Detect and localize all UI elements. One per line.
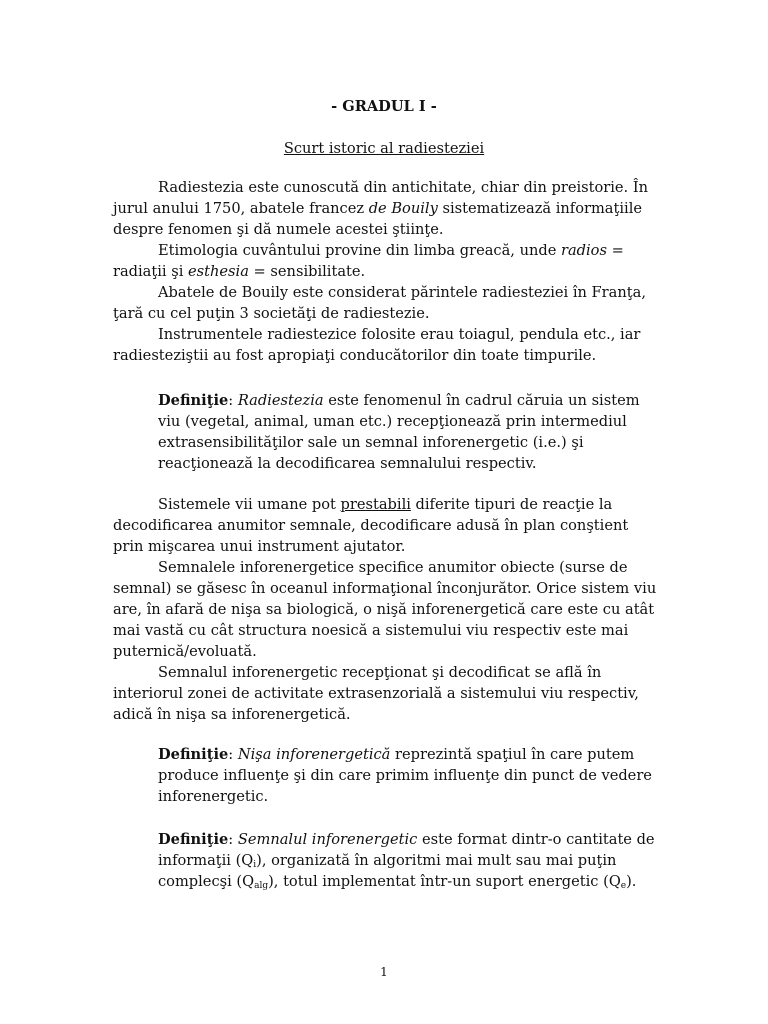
underlined-word: prestabili (340, 496, 411, 513)
text-line: Semnalele inforenergetice specifice anumitor obiecte (surse de (158, 559, 628, 576)
text-line: Definiţie: Nişa inforenergetică reprezintă spaţiul în care putem (158, 746, 635, 763)
text-line: Semnalul inforenergetic recepţionat şi decodificat se află în (158, 664, 602, 681)
text-line: ţară cu cel puţin 3 societăţi de radiestezie. (113, 305, 430, 322)
subscript: i (253, 860, 257, 870)
text-line: Etimologia cuvântului provine din limba greacă, unde radios = (158, 242, 624, 259)
text-line: Definiţie: Semnalul inforenergetic este format dintr-o cantitate de (158, 831, 655, 848)
text-line: are, în afară de nişa sa biologică, o nişă inforenergetică care este cu atât (113, 601, 655, 618)
emphasis: de Bouily (368, 200, 438, 217)
text-line: radiesteziştii au fost apropiaţi conducătorilor din toate timpurile. (113, 347, 597, 364)
definition-label: Definiţie (158, 746, 229, 763)
definition-nisa (158, 744, 658, 807)
definition-term: Radiestezia (237, 392, 324, 409)
text-line: despre fenomen şi dă numele acestei ştiinţe. (113, 221, 444, 238)
text-line: inforenergetic. (158, 788, 269, 805)
definition-semnal (158, 829, 658, 892)
text-line: Abatele de Bouily este considerat părintele radiesteziei în Franţa, (158, 284, 646, 301)
text-line: Definiţie: Radiestezia este fenomenul în cadrul căruia un sistem (158, 392, 640, 409)
text-line: interiorul zonei de activitate extrasenzorială a sistemului viu respectiv, (113, 685, 639, 702)
definition-term: Nişa inforenergetică (237, 746, 391, 763)
text-line: viu (vegetal, animal, uman etc.) recepţionează prin intermediul (158, 413, 627, 430)
chapter-heading: - GRADUL I - (331, 98, 437, 115)
text-line: adică în nişa sa inforenergetică. (113, 706, 351, 723)
text-line: semnal) se găsesc în oceanul informaţional înconjurător. Orice sistem viu (113, 580, 657, 597)
definition-radiestezie (158, 390, 658, 474)
definition-term: Semnalul inforenergetic (237, 831, 418, 848)
text-line: Radiestezia este cunoscută din antichitate, chiar din preistorie. În (158, 179, 648, 196)
subscript: alg (254, 881, 269, 891)
text-line: mai vastă cu cât structura noesică a sistemului viu respectiv este mai (113, 622, 629, 639)
text-line: Sistemele vii umane pot prestabili diferite tipuri de reacţie la (158, 496, 613, 513)
body-text (113, 494, 658, 725)
emphasis: radios (560, 242, 607, 259)
text-line: puternică/evoluată. (113, 643, 257, 660)
definition-label: Definiţie (158, 831, 229, 848)
text-line: radiaţii şi esthesia = sensibilitate. (113, 263, 366, 280)
text-line: complecşi $(Q_{alg})$, totul implementat într-un suport energetic $(Q_e)$. (158, 873, 637, 891)
text-line: extrasensibilităţilor sale un semnal inforenergetic (i.e.) şi (158, 434, 584, 451)
emphasis: esthesia (188, 263, 249, 280)
text-line: produce influenţe şi din care primim influenţe din punct de vedere (158, 767, 652, 784)
text-line: decodificarea anumitor semnale, decodificare adusă în plan conştient (113, 517, 629, 534)
text-line: prin mişcarea unui instrument ajutator. (113, 538, 406, 555)
definition-label: Definiţie (158, 392, 229, 409)
intro-text (113, 177, 658, 366)
text-line: Instrumentele radiestezice folosite erau toiagul, pendula etc., iar (158, 326, 641, 343)
section-title: Scurt istoric al radiesteziei (283, 140, 485, 157)
text-line: reacţionează la decodificarea semnalului respectiv. (158, 455, 537, 472)
text-line: informaţii $(Q_i)$, organizată în algoritmi mai mult sau mai puţin (158, 852, 617, 870)
page-number: 1 (380, 965, 388, 979)
text-line: jurul anului 1750, abatele francez de Bouily sistematizează informaţiile (113, 200, 642, 217)
subscript: e (620, 881, 627, 891)
